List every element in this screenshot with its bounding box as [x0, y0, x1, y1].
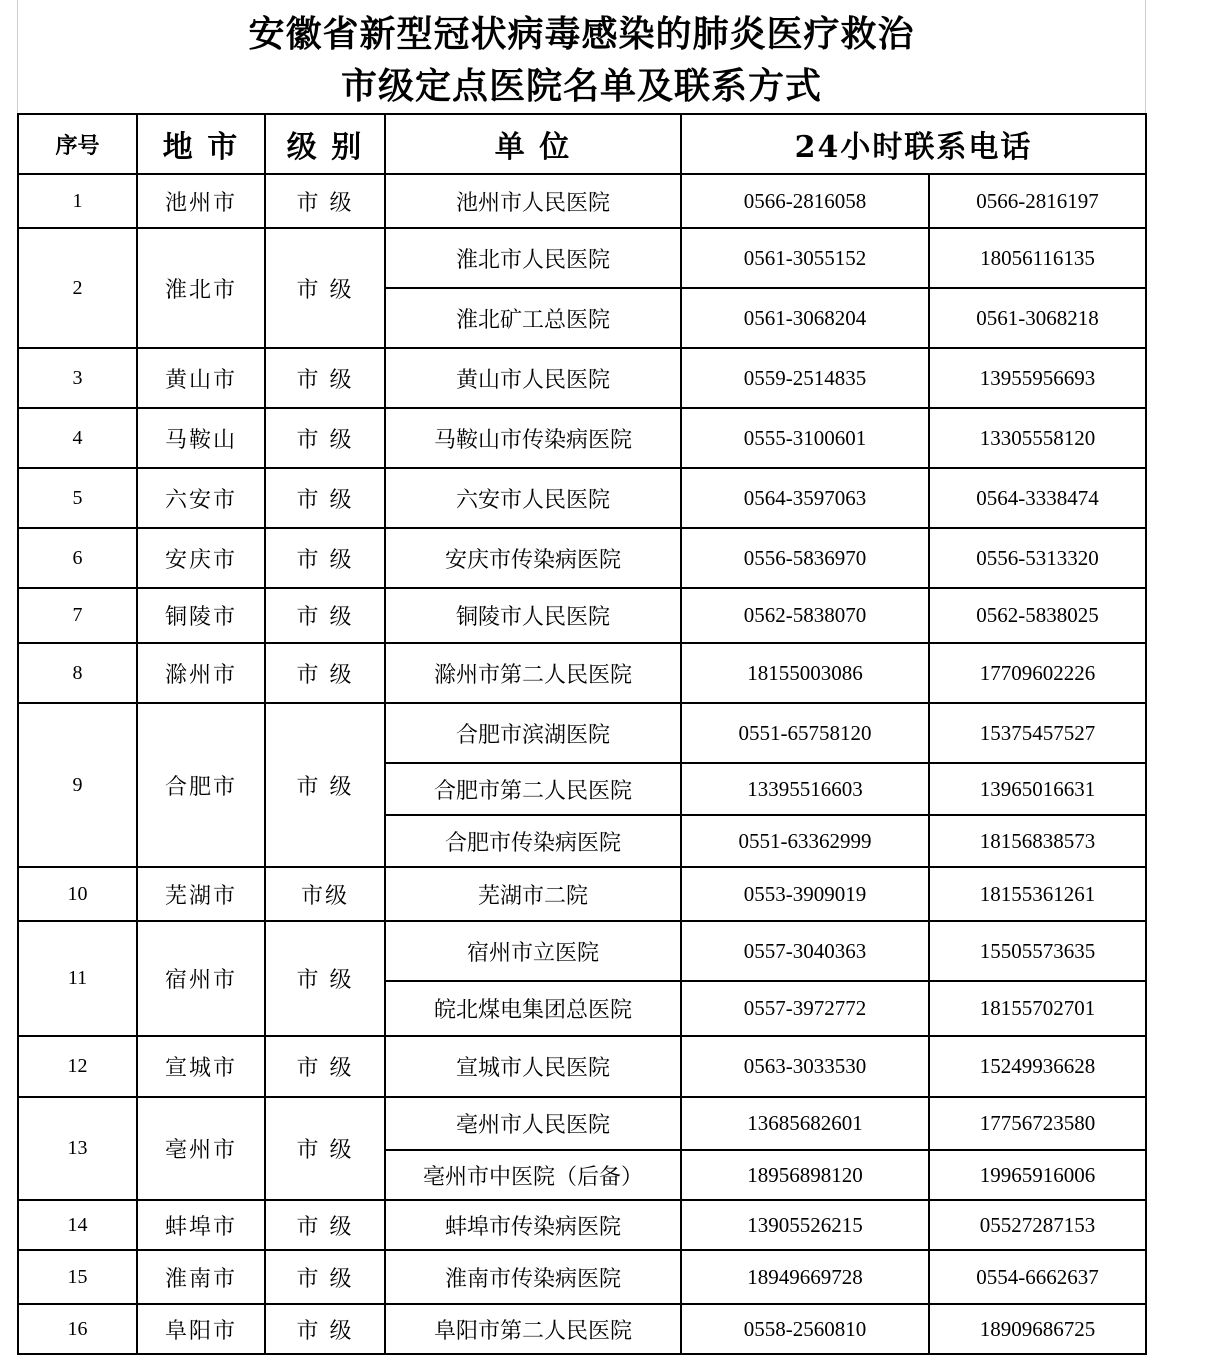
row-number: 2 — [18, 228, 137, 348]
header-tel: 24小时联系电话 — [681, 114, 1146, 174]
row-number: 5 — [18, 468, 137, 528]
unit-cell: 皖北煤电集团总医院 — [385, 981, 681, 1036]
phone-cell-2: 15249936628 — [929, 1036, 1146, 1097]
city-cell: 淮南市 — [137, 1250, 265, 1304]
phone-cell-2: 13305558120 — [929, 408, 1146, 468]
table-row — [18, 174, 1146, 228]
unit-cell: 淮北市人民医院 — [385, 228, 681, 288]
phone-cell-1: 0557-3040363 — [681, 921, 929, 981]
table-header-row — [18, 114, 1146, 174]
title-line-2: 市级定点医院名单及联系方式 — [340, 65, 822, 107]
unit-cell: 滁州市第二人民医院 — [385, 643, 681, 703]
phone-cell-1: 13395516603 — [681, 763, 929, 815]
phone-cell-2: 15505573635 — [929, 921, 1146, 981]
table-row — [18, 1304, 1146, 1354]
phone-cell-1: 0563-3033530 — [681, 1036, 929, 1097]
city-cell: 蚌埠市 — [137, 1200, 265, 1250]
phone-cell-2: 05527287153 — [929, 1200, 1146, 1250]
row-number: 15 — [18, 1250, 137, 1304]
phone-cell-2: 0566-2816197 — [929, 174, 1146, 228]
row-number: 8 — [18, 643, 137, 703]
row-number: 1 — [18, 174, 137, 228]
table-row — [18, 468, 1146, 528]
unit-cell: 淮北矿工总医院 — [385, 288, 681, 348]
phone-cell-2: 13965016631 — [929, 763, 1146, 815]
phone-cell-1: 0551-65758120 — [681, 703, 929, 763]
unit-cell: 蚌埠市传染病医院 — [385, 1200, 681, 1250]
unit-cell: 六安市人民医院 — [385, 468, 681, 528]
phone-cell-1: 0562-5838070 — [681, 588, 929, 643]
level-cell: 市 级 — [265, 1097, 385, 1200]
level-cell: 市 级 — [265, 348, 385, 408]
level-cell: 市 级 — [265, 703, 385, 867]
phone-cell-2: 18909686725 — [929, 1304, 1146, 1354]
phone-cell-1: 0558-2560810 — [681, 1304, 929, 1354]
unit-cell: 宿州市立医院 — [385, 921, 681, 981]
phone-cell-2: 18156838573 — [929, 815, 1146, 867]
phone-cell-2: 0554-6662637 — [929, 1250, 1146, 1304]
header-no: 序号 — [18, 114, 137, 174]
phone-cell-1: 13905526215 — [681, 1200, 929, 1250]
level-cell: 市 级 — [265, 1304, 385, 1354]
unit-cell: 安庆市传染病医院 — [385, 528, 681, 588]
level-cell: 市 级 — [265, 588, 385, 643]
city-cell: 宿州市 — [137, 921, 265, 1036]
unit-cell: 合肥市传染病医院 — [385, 815, 681, 867]
phone-cell-1: 0551-63362999 — [681, 815, 929, 867]
row-number: 3 — [18, 348, 137, 408]
city-cell: 池州市 — [137, 174, 265, 228]
document-title — [17, 0, 1146, 113]
header-unit: 单 位 — [385, 114, 681, 174]
phone-cell-1: 0566-2816058 — [681, 174, 929, 228]
row-number: 4 — [18, 408, 137, 468]
level-cell: 市 级 — [265, 1250, 385, 1304]
level-cell: 市 级 — [265, 408, 385, 468]
table-row — [18, 1097, 1146, 1150]
city-cell: 滁州市 — [137, 643, 265, 703]
unit-cell: 淮南市传染病医院 — [385, 1250, 681, 1304]
phone-cell-1: 0561-3055152 — [681, 228, 929, 288]
table-row — [18, 348, 1146, 408]
level-cell: 市 级 — [265, 921, 385, 1036]
table-row — [18, 643, 1146, 703]
phone-cell-2: 18155361261 — [929, 867, 1146, 921]
phone-cell-1: 18949669728 — [681, 1250, 929, 1304]
city-cell: 阜阳市 — [137, 1304, 265, 1354]
table-body — [18, 174, 1146, 1354]
phone-cell-1: 18155003086 — [681, 643, 929, 703]
phone-cell-1: 0559-2514835 — [681, 348, 929, 408]
city-cell: 马鞍山 — [137, 408, 265, 468]
table-row — [18, 1036, 1146, 1097]
city-cell: 宣城市 — [137, 1036, 265, 1097]
city-cell: 六安市 — [137, 468, 265, 528]
title-line-1: 安徽省新型冠状病毒感染的肺炎医疗救治 — [248, 13, 915, 55]
phone-cell-1: 0555-3100601 — [681, 408, 929, 468]
hospital-table — [17, 113, 1147, 1355]
unit-cell: 黄山市人民医院 — [385, 348, 681, 408]
phone-cell-2: 0556-5313320 — [929, 528, 1146, 588]
unit-cell: 马鞍山市传染病医院 — [385, 408, 681, 468]
table-row — [18, 408, 1146, 468]
phone-cell-1: 13685682601 — [681, 1097, 929, 1150]
table-row — [18, 228, 1146, 288]
level-cell: 市 级 — [265, 1200, 385, 1250]
table-row — [18, 703, 1146, 763]
city-cell: 黄山市 — [137, 348, 265, 408]
phone-cell-2: 18155702701 — [929, 981, 1146, 1036]
phone-cell-1: 0557-3972772 — [681, 981, 929, 1036]
city-cell: 芜湖市 — [137, 867, 265, 921]
level-cell: 市 级 — [265, 228, 385, 348]
level-cell: 市 级 — [265, 174, 385, 228]
row-number: 9 — [18, 703, 137, 867]
level-cell: 市 级 — [265, 468, 385, 528]
header-level: 级 别 — [265, 114, 385, 174]
row-number: 6 — [18, 528, 137, 588]
unit-cell: 铜陵市人民医院 — [385, 588, 681, 643]
phone-cell-2: 0561-3068218 — [929, 288, 1146, 348]
level-cell: 市级 — [265, 867, 385, 921]
city-cell: 亳州市 — [137, 1097, 265, 1200]
table-row — [18, 1250, 1146, 1304]
phone-cell-2: 13955956693 — [929, 348, 1146, 408]
row-number: 13 — [18, 1097, 137, 1200]
phone-cell-1: 0553-3909019 — [681, 867, 929, 921]
table-row — [18, 1200, 1146, 1250]
phone-cell-2: 0564-3338474 — [929, 468, 1146, 528]
row-number: 11 — [18, 921, 137, 1036]
table-row — [18, 528, 1146, 588]
phone-cell-1: 0556-5836970 — [681, 528, 929, 588]
table-row — [18, 867, 1146, 921]
unit-cell: 合肥市第二人民医院 — [385, 763, 681, 815]
city-cell: 淮北市 — [137, 228, 265, 348]
unit-cell: 池州市人民医院 — [385, 174, 681, 228]
level-cell: 市 级 — [265, 643, 385, 703]
level-cell: 市 级 — [265, 528, 385, 588]
level-cell: 市 级 — [265, 1036, 385, 1097]
phone-cell-2: 17709602226 — [929, 643, 1146, 703]
city-cell: 合肥市 — [137, 703, 265, 867]
city-cell: 安庆市 — [137, 528, 265, 588]
unit-cell: 亳州市中医院（后备） — [385, 1150, 681, 1200]
unit-cell: 芜湖市二院 — [385, 867, 681, 921]
phone-cell-2: 19965916006 — [929, 1150, 1146, 1200]
phone-cell-2: 0562-5838025 — [929, 588, 1146, 643]
row-number: 10 — [18, 867, 137, 921]
unit-cell: 阜阳市第二人民医院 — [385, 1304, 681, 1354]
unit-cell: 合肥市滨湖医院 — [385, 703, 681, 763]
phone-cell-2: 17756723580 — [929, 1097, 1146, 1150]
phone-cell-2: 15375457527 — [929, 703, 1146, 763]
phone-cell-1: 18956898120 — [681, 1150, 929, 1200]
phone-cell-1: 0561-3068204 — [681, 288, 929, 348]
row-number: 16 — [18, 1304, 137, 1354]
unit-cell: 宣城市人民医院 — [385, 1036, 681, 1097]
table-row — [18, 921, 1146, 981]
row-number: 14 — [18, 1200, 137, 1250]
header-city: 地 市 — [137, 114, 265, 174]
phone-cell-1: 0564-3597063 — [681, 468, 929, 528]
unit-cell: 亳州市人民医院 — [385, 1097, 681, 1150]
city-cell: 铜陵市 — [137, 588, 265, 643]
phone-cell-2: 18056116135 — [929, 228, 1146, 288]
table-row — [18, 588, 1146, 643]
row-number: 12 — [18, 1036, 137, 1097]
row-number: 7 — [18, 588, 137, 643]
